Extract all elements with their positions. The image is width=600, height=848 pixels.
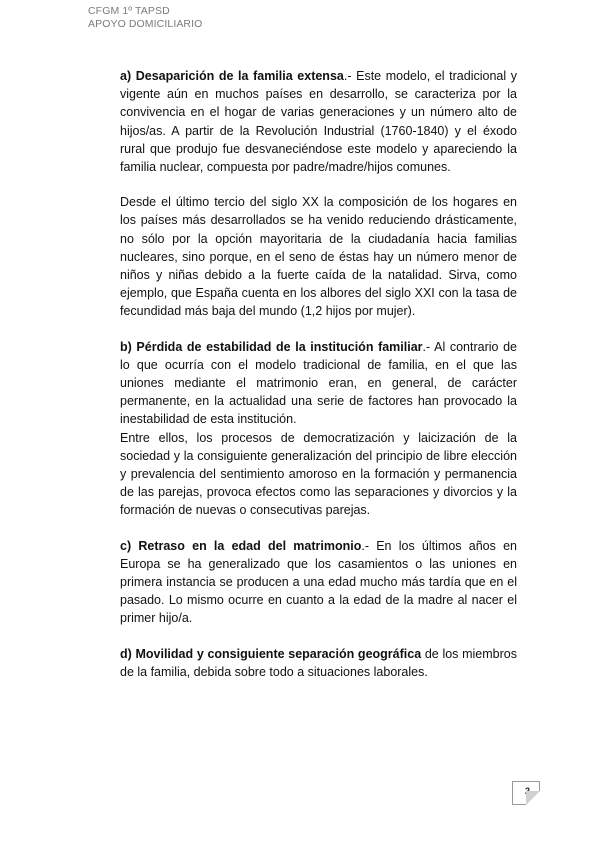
header-course: CFGM 1º TAPSD [88, 5, 170, 17]
document-header [88, 5, 202, 31]
section-a-title: a) Desaparición de la familia extensa [120, 69, 344, 83]
page-curl-icon [526, 791, 540, 805]
section-b-paragraph-1 [120, 338, 517, 429]
section-d-text-1: de los miembros de la familia, debida sobre todo a situaciones laborales. [120, 646, 517, 679]
header-subject: APOYO DOMICILIARIO [88, 18, 203, 30]
section-d-title: d) Movilidad y consiguiente separación geográfica [120, 646, 422, 661]
page-number-box [512, 781, 540, 805]
section-b-title: b) Pérdida de estabilidad de la institución familiar [120, 339, 423, 354]
document-body [120, 67, 517, 681]
section-a-text-1: .- Este modelo, el tradicional y vigente aún en muchos países en desarrollo, se caracteriza por la convivencia en el hogar de varias generaciones y un número alto de hijos/as. A partir de la Revolución Industrial (1760-1840) y el éxodo rural que produjo fue desvaneciéndose este modelo y apareciendo la familia nuclear, compuesta por padre/madre/hijos comunes. [120, 69, 517, 175]
section-c-paragraph-1 [120, 537, 517, 628]
section-c-title: c) Retraso en la edad del matrimonio [120, 538, 362, 553]
section-b-paragraph-2: Entre ellos, los procesos de democratización y laicización de la sociedad y la consiguiente generalización del principio de libre elección y prevalencia del sentimiento amoroso en la formación y permanencia de las parejas, provoca efectos como las separaciones y divorcios y la formación de nuevas o consecutivas parejas. [120, 430, 517, 518]
section-d-paragraph-1 [120, 645, 517, 681]
page-number: 2 [524, 786, 530, 796]
section-a-paragraph-2: Desde el último tercio del siglo XX la composición de los hogares en los países más desarrollados se ha venido reduciendo drásticamente, no sólo por la opción mayoritaria de la ciudadanía hacia familias nucleares, sino porque, en el seno de éstas hay un número menor de niños y niñas debido a la fuerte caída de la natalidad. Sirva, como ejemplo, que España cuenta en los albores del siglo XXI con la tasa de fecundidad más baja del mundo (1,2 hijos por mujer). [120, 195, 517, 319]
section-a-paragraph-1 [120, 67, 517, 176]
section-b-text-1: .- Al contrario de lo que ocurría con el modelo tradicional de familia, en el que las uniones mediante el matrimonio eran, en general, de carácter permanente, en la actualidad una serie de factores han provocado la inestabilidad de esta institución. [120, 339, 518, 427]
section-c-text-1: .- En los últimos años en Europa se ha generalizado que los casamientos o las uniones en primera instancia se producen a una edad mucho más tardía que en el pasado. Lo mismo ocurre en cuanto a la edad de la madre al nacer el primer hijo/a. [120, 538, 517, 626]
